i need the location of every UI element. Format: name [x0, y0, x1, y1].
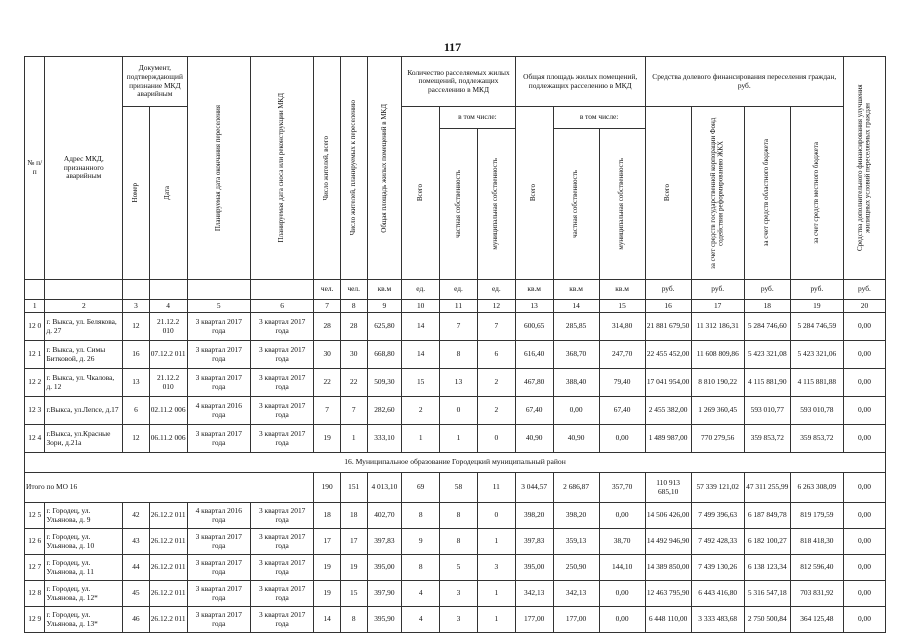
- hdr-fund-total: Всего: [663, 184, 672, 202]
- table-cell: 11 312 186,31: [691, 313, 744, 341]
- table-cell: 812 596,40: [790, 555, 843, 581]
- table-cell: 0,00: [843, 503, 885, 529]
- table-cell: 0,00: [599, 503, 645, 529]
- table-cell: 12 5: [25, 503, 45, 529]
- table-cell: 2: [477, 397, 515, 425]
- table-cell: 5: [187, 300, 250, 313]
- hdr-doc-group: Документ, подтверждающий признание МКД аварийным: [123, 57, 187, 107]
- table-cell: 12 7: [25, 555, 45, 581]
- table-cell: 15: [402, 369, 440, 397]
- table-cell: кв.м: [515, 280, 553, 300]
- table-cell: 5 316 547,18: [744, 581, 790, 607]
- hdr-qty-total: Всего: [415, 184, 424, 202]
- hdr-qty-private: частная собственность: [453, 169, 462, 238]
- table-cell: 359 853,72: [790, 425, 843, 453]
- table-cell: г.Выкса, ул.Красные Зори, д.21а: [45, 425, 123, 453]
- table-cell: 14: [402, 341, 440, 369]
- table-cell: 12 1: [25, 341, 45, 369]
- table-cell: 42: [123, 503, 150, 529]
- table-cell: 18: [340, 503, 367, 529]
- table-cell: [250, 280, 313, 300]
- table-cell: 69: [402, 473, 440, 503]
- table-cell: 3 квартал 2017 года: [187, 341, 250, 369]
- table-cell: 21.12.2 010: [149, 313, 187, 341]
- table-cell: 22 455 452,00: [645, 341, 691, 369]
- table-cell: 4 115 881,88: [790, 369, 843, 397]
- table-cell: г. Городец, ул. Ульянова, д. 13*: [45, 607, 123, 633]
- hdr-qty-including: в том числе:: [440, 107, 516, 129]
- table-cell: 1: [340, 425, 367, 453]
- table-cell: [45, 280, 123, 300]
- table-cell: 190: [314, 473, 341, 503]
- table-cell: 368,70: [553, 341, 599, 369]
- table-cell: 47 311 255,99: [744, 473, 790, 503]
- table-cell: 0: [440, 397, 478, 425]
- table-cell: 7 439 130,26: [691, 555, 744, 581]
- table-cell: 11: [440, 300, 478, 313]
- hdr-qty-group: Количество расселяемых жилых помещений, подлежащих расселению в МКД: [402, 57, 516, 107]
- table-cell: 67,40: [599, 397, 645, 425]
- table-cell: 10: [402, 300, 440, 313]
- table-cell: 177,00: [553, 607, 599, 633]
- table-cell: 30: [314, 341, 341, 369]
- table-cell: 703 831,92: [790, 581, 843, 607]
- table-cell: ед.: [402, 280, 440, 300]
- hdr-area-total: Всего: [529, 184, 538, 202]
- table-cell: 12 8: [25, 581, 45, 607]
- table-cell: 43: [123, 529, 150, 555]
- table-cell: 5 423 321,08: [744, 341, 790, 369]
- table-cell: 0,00: [843, 555, 885, 581]
- table-cell: 11 608 809,86: [691, 341, 744, 369]
- hdr-funds-group: Средства долевого финансирования переселения граждан, руб.: [645, 57, 843, 107]
- table-cell: 1: [477, 607, 515, 633]
- table-cell: 3 квартал 2017 года: [250, 503, 313, 529]
- table-cell: 1: [25, 300, 45, 313]
- hdr-area-including: в том числе:: [553, 107, 645, 129]
- table-cell: 14: [402, 313, 440, 341]
- table-cell: 5 284 746,59: [790, 313, 843, 341]
- hdr-fund-local: за счет средств местного бюджета: [812, 142, 820, 244]
- table-cell: 2: [45, 300, 123, 313]
- table-cell: 9: [367, 300, 402, 313]
- table-cell: г. Выкса, ул. Чкалова, д. 12: [45, 369, 123, 397]
- table-cell: 07.12.2 011: [149, 341, 187, 369]
- table-cell: [187, 280, 250, 300]
- hdr-fund-gk: за счет средств государственной корпорации Фонд содействия реформированию ЖКХ: [709, 117, 725, 269]
- table-cell: 5 284 746,60: [744, 313, 790, 341]
- total-row: [25, 473, 886, 503]
- table-cell: 8: [340, 300, 367, 313]
- table-cell: кв.м: [553, 280, 599, 300]
- table-cell: 402,70: [367, 503, 402, 529]
- table-cell: 1: [477, 529, 515, 555]
- table-cell: 397,83: [367, 529, 402, 555]
- table-cell: 8: [440, 341, 478, 369]
- table-cell: 3: [123, 300, 150, 313]
- table-cell: 7 499 396,63: [691, 503, 744, 529]
- table-row: [25, 607, 886, 633]
- table-cell: 3 квартал 2017 года: [187, 607, 250, 633]
- table-cell: 17 041 954,00: [645, 369, 691, 397]
- table-cell: 16: [123, 341, 150, 369]
- table-cell: 45: [123, 581, 150, 607]
- table-cell: 20: [843, 300, 885, 313]
- table-cell: г. Выкса, ул. Белякова, д. 27: [45, 313, 123, 341]
- table-cell: 21.12.2 010: [149, 369, 187, 397]
- table-cell: 22: [340, 369, 367, 397]
- table-cell: 26.12.2 011: [149, 581, 187, 607]
- table-cell: 3 квартал 2017 года: [250, 529, 313, 555]
- table-cell: 8: [440, 529, 478, 555]
- hdr-residents-total: Число жителей, всего: [322, 135, 331, 201]
- table-cell: 11: [477, 473, 515, 503]
- table-cell: 12 4: [25, 425, 45, 453]
- table-cell: 12 0: [25, 313, 45, 341]
- table-cell: 26.12.2 011: [149, 607, 187, 633]
- table-cell: 4: [402, 607, 440, 633]
- table-row: [25, 369, 886, 397]
- table-cell: 3 квартал 2017 года: [187, 529, 250, 555]
- table-cell: 8 810 190,22: [691, 369, 744, 397]
- hdr-area-group: Общая площадь жилых помещений, подлежащих расселению в МКД: [515, 57, 645, 107]
- table-cell: 7: [477, 313, 515, 341]
- table-cell: 398,20: [515, 503, 553, 529]
- table-cell: 3 квартал 2017 года: [250, 425, 313, 453]
- hdr-area-private: частная собственность: [571, 169, 580, 238]
- table-cell: 6 443 416,80: [691, 581, 744, 607]
- table-cell: 0,00: [553, 397, 599, 425]
- table-cell: 44: [123, 555, 150, 581]
- table-cell: 0,00: [599, 607, 645, 633]
- table-cell: 2: [477, 369, 515, 397]
- hdr-doc-date: Дата: [163, 186, 172, 200]
- table-cell: 2: [402, 397, 440, 425]
- table-cell: 3 квартал 2017 года: [187, 581, 250, 607]
- table-cell: 7: [440, 313, 478, 341]
- table-cell: 18: [314, 503, 341, 529]
- table-cell: 17: [691, 300, 744, 313]
- table-cell: 12: [477, 300, 515, 313]
- table-cell: 359 853,72: [744, 425, 790, 453]
- table-cell: 40,90: [553, 425, 599, 453]
- table-cell: 177,00: [515, 607, 553, 633]
- table-cell: 4: [402, 581, 440, 607]
- table-cell: 14: [553, 300, 599, 313]
- table-cell: 17: [340, 529, 367, 555]
- table-cell: 8: [402, 555, 440, 581]
- table-cell: 6 448 110,00: [645, 607, 691, 633]
- table-cell: 40,90: [515, 425, 553, 453]
- hdr-num: № п/п: [25, 57, 45, 280]
- table-cell: 7: [314, 397, 341, 425]
- table-cell: г. Городец, ул. Ульянова, д. 9: [45, 503, 123, 529]
- table-cell: 0,00: [843, 581, 885, 607]
- table-cell: 14 389 850,00: [645, 555, 691, 581]
- table-row: [25, 581, 886, 607]
- table-cell: 13: [440, 369, 478, 397]
- table-cell: 0: [477, 503, 515, 529]
- table-cell: 19: [340, 555, 367, 581]
- table-cell: 0,00: [599, 581, 645, 607]
- table-cell: 7 492 428,33: [691, 529, 744, 555]
- table-cell: 26.12.2 011: [149, 503, 187, 529]
- hdr-area-municipal: муниципальная собственность: [617, 158, 626, 250]
- table-cell: 19: [314, 555, 341, 581]
- table-cell: ед.: [440, 280, 478, 300]
- table-cell: руб.: [744, 280, 790, 300]
- hdr-residents-planned: Число жителей, планируемых к переселению: [348, 100, 357, 236]
- table-cell: 3 квартал 2017 года: [250, 581, 313, 607]
- table-cell: 0: [477, 425, 515, 453]
- table-cell: 600,65: [515, 313, 553, 341]
- table-cell: 3: [440, 607, 478, 633]
- table-cell: 616,40: [515, 341, 553, 369]
- units-row: [25, 280, 886, 300]
- hdr-planned-end: Планируемая дата окончания переселения: [213, 104, 222, 232]
- table-cell: г. Городец, ул. Ульянова, д. 10: [45, 529, 123, 555]
- table-cell: 6: [123, 397, 150, 425]
- table-cell: 12 3: [25, 397, 45, 425]
- table-row: [25, 503, 886, 529]
- table-cell: чел.: [314, 280, 341, 300]
- table-cell: 333,10: [367, 425, 402, 453]
- hdr-fund-region: за счет средств областного бюджета: [762, 139, 771, 247]
- table-cell: 3 квартал 2017 года: [250, 313, 313, 341]
- table-cell: 395,90: [367, 607, 402, 633]
- table-cell: руб.: [645, 280, 691, 300]
- table-cell: 0,00: [843, 397, 885, 425]
- hdr-qty-municipal: муниципальная собственность: [491, 158, 500, 250]
- table-cell: 26.12.2 011: [149, 529, 187, 555]
- table-cell: 28: [314, 313, 341, 341]
- table-cell: 359,13: [553, 529, 599, 555]
- table-cell: 0,00: [843, 473, 885, 503]
- table-cell: 593 010,77: [744, 397, 790, 425]
- table-cell: 14 506 426,00: [645, 503, 691, 529]
- table-cell: 26.12.2 011: [149, 555, 187, 581]
- table-cell: 22: [314, 369, 341, 397]
- table-cell: 8: [402, 503, 440, 529]
- table-cell: 15: [340, 581, 367, 607]
- table-cell: 38,70: [599, 529, 645, 555]
- table-cell: 4 квартал 2016 года: [187, 397, 250, 425]
- table-cell: 3 квартал 2017 года: [187, 555, 250, 581]
- table-cell: 6 182 100,27: [744, 529, 790, 555]
- table-cell: 1: [440, 425, 478, 453]
- table-cell: 19: [790, 300, 843, 313]
- table-cell: 15: [599, 300, 645, 313]
- table-cell: 5: [440, 555, 478, 581]
- table-cell: 4 115 881,90: [744, 369, 790, 397]
- table-cell: 4 квартал 2016 года: [187, 503, 250, 529]
- table-cell: 79,40: [599, 369, 645, 397]
- table-cell: 67,40: [515, 397, 553, 425]
- table-row: [25, 555, 886, 581]
- table-cell: г.Выкса, ул.Лепсе, д.17: [45, 397, 123, 425]
- table-cell: 593 010,78: [790, 397, 843, 425]
- table-cell: кв.м: [599, 280, 645, 300]
- table-cell: 282,60: [367, 397, 402, 425]
- table-cell: 397,83: [515, 529, 553, 555]
- column-numbers-row: [25, 300, 886, 313]
- table-cell: 1: [477, 581, 515, 607]
- table-cell: 3 квартал 2017 года: [250, 555, 313, 581]
- table-cell: 6: [250, 300, 313, 313]
- table-cell: руб.: [790, 280, 843, 300]
- hdr-planned-demolition: Планируемая дата сноса или реконструкции МКД: [277, 93, 286, 243]
- table-cell: 12 9: [25, 607, 45, 633]
- table-cell: 1 489 987,00: [645, 425, 691, 453]
- table-cell: 0,00: [843, 529, 885, 555]
- table-cell: 3 квартал 2017 года: [250, 341, 313, 369]
- table-cell: [149, 280, 187, 300]
- table-cell: чел.: [340, 280, 367, 300]
- table-cell: 285,85: [553, 313, 599, 341]
- section-row: [25, 453, 886, 473]
- table-cell: 13: [123, 369, 150, 397]
- table-cell: 314,80: [599, 313, 645, 341]
- table-cell: 395,00: [515, 555, 553, 581]
- table-cell: г. Городец, ул. Ульянова, д. 11: [45, 555, 123, 581]
- table-cell: 398,20: [553, 503, 599, 529]
- table-cell: 0,00: [843, 313, 885, 341]
- table-cell: 395,00: [367, 555, 402, 581]
- table-cell: 30: [340, 341, 367, 369]
- table-cell: 3 044,57: [515, 473, 553, 503]
- table-cell: 151: [340, 473, 367, 503]
- hdr-total-area: Общая площадь жилых помещений в МКД: [379, 103, 388, 233]
- table-cell: 0,00: [843, 425, 885, 453]
- table-cell: 6 263 308,09: [790, 473, 843, 503]
- table-cell: г. Городец, ул. Ульянова, д. 12*: [45, 581, 123, 607]
- table-cell: 2 750 500,84: [744, 607, 790, 633]
- resettlement-table: [24, 56, 886, 633]
- table-cell: 0,00: [599, 425, 645, 453]
- table-cell: 818 418,30: [790, 529, 843, 555]
- hdr-doc-number: Номер: [131, 183, 140, 203]
- table-cell: 1: [402, 425, 440, 453]
- table-cell: 12 6: [25, 529, 45, 555]
- table-cell: 14: [314, 607, 341, 633]
- total-label: Итого по МО 16: [25, 473, 314, 503]
- table-cell: 668,80: [367, 341, 402, 369]
- table-cell: 14 492 946,90: [645, 529, 691, 555]
- table-cell: 110 913 685,10: [645, 473, 691, 503]
- table-cell: 57 339 121,02: [691, 473, 744, 503]
- table-cell: 13: [515, 300, 553, 313]
- table-cell: кв.м: [367, 280, 402, 300]
- table-cell: 3 квартал 2017 года: [187, 369, 250, 397]
- hdr-address: Адрес МКД, признанного аварийным: [45, 57, 123, 280]
- table-row: [25, 425, 886, 453]
- table-cell: [123, 280, 150, 300]
- table-row: [25, 313, 886, 341]
- table-cell: 342,13: [553, 581, 599, 607]
- table-cell: 7: [314, 300, 341, 313]
- table-cell: 19: [314, 581, 341, 607]
- table-cell: 02.11.2 006: [149, 397, 187, 425]
- hdr-fund-extra: Средства дополнительного финансирования улучшения жилищных условий переселяемых граждан: [855, 84, 872, 252]
- table-cell: 21 881 679,50: [645, 313, 691, 341]
- table-cell: 1 269 360,45: [691, 397, 744, 425]
- table-cell: 4 013,10: [367, 473, 402, 503]
- table-cell: 247,70: [599, 341, 645, 369]
- table-cell: 2 686,87: [553, 473, 599, 503]
- table-cell: 58: [440, 473, 478, 503]
- table-cell: 6: [477, 341, 515, 369]
- table-cell: 06.11.2 006: [149, 425, 187, 453]
- table-cell: 3 квартал 2017 года: [250, 369, 313, 397]
- table-cell: 0,00: [843, 341, 885, 369]
- table-cell: 6 187 849,78: [744, 503, 790, 529]
- table-cell: 3: [440, 581, 478, 607]
- table-cell: 28: [340, 313, 367, 341]
- table-cell: 467,80: [515, 369, 553, 397]
- table-cell: 6 138 123,34: [744, 555, 790, 581]
- table-cell: 0,00: [843, 607, 885, 633]
- table-cell: 12: [123, 425, 150, 453]
- table-cell: 9: [402, 529, 440, 555]
- table-row: [25, 397, 886, 425]
- table-cell: 46: [123, 607, 150, 633]
- table-cell: 3 квартал 2017 года: [250, 397, 313, 425]
- table-cell: 509,30: [367, 369, 402, 397]
- table-cell: 3 квартал 2017 года: [250, 607, 313, 633]
- table-cell: [25, 280, 45, 300]
- table-cell: 19: [314, 425, 341, 453]
- table-cell: 2 455 382,00: [645, 397, 691, 425]
- table-cell: 3 квартал 2017 года: [187, 313, 250, 341]
- table-cell: 364 125,48: [790, 607, 843, 633]
- table-cell: ед.: [477, 280, 515, 300]
- page-number: 117: [443, 40, 462, 54]
- table-cell: 12 2: [25, 369, 45, 397]
- table-cell: 7: [340, 397, 367, 425]
- table-cell: 18: [744, 300, 790, 313]
- table-cell: 388,40: [553, 369, 599, 397]
- table-cell: 144,10: [599, 555, 645, 581]
- table-cell: руб.: [691, 280, 744, 300]
- table-cell: 625,80: [367, 313, 402, 341]
- table-cell: г. Выкса, ул. Симы Битковой, д. 26: [45, 341, 123, 369]
- table-cell: 397,90: [367, 581, 402, 607]
- table-cell: 3: [477, 555, 515, 581]
- table-cell: 770 279,56: [691, 425, 744, 453]
- table-row: [25, 529, 886, 555]
- table-cell: 3 квартал 2017 года: [187, 425, 250, 453]
- table-cell: 357,70: [599, 473, 645, 503]
- table-cell: 12: [123, 313, 150, 341]
- table-cell: 17: [314, 529, 341, 555]
- table-cell: 8: [340, 607, 367, 633]
- table-cell: 0,00: [843, 369, 885, 397]
- table-cell: 8: [440, 503, 478, 529]
- table-cell: 3 333 483,68: [691, 607, 744, 633]
- table-cell: 5 423 321,06: [790, 341, 843, 369]
- table-cell: 4: [149, 300, 187, 313]
- table-cell: 12 463 795,90: [645, 581, 691, 607]
- section-title: 16. Муниципальное образование Городецкий муниципальный район: [25, 453, 886, 473]
- table-cell: 819 179,59: [790, 503, 843, 529]
- table-cell: 342,13: [515, 581, 553, 607]
- table-cell: руб.: [843, 280, 885, 300]
- table-cell: 250,90: [553, 555, 599, 581]
- table-row: [25, 341, 886, 369]
- table-cell: 16: [645, 300, 691, 313]
